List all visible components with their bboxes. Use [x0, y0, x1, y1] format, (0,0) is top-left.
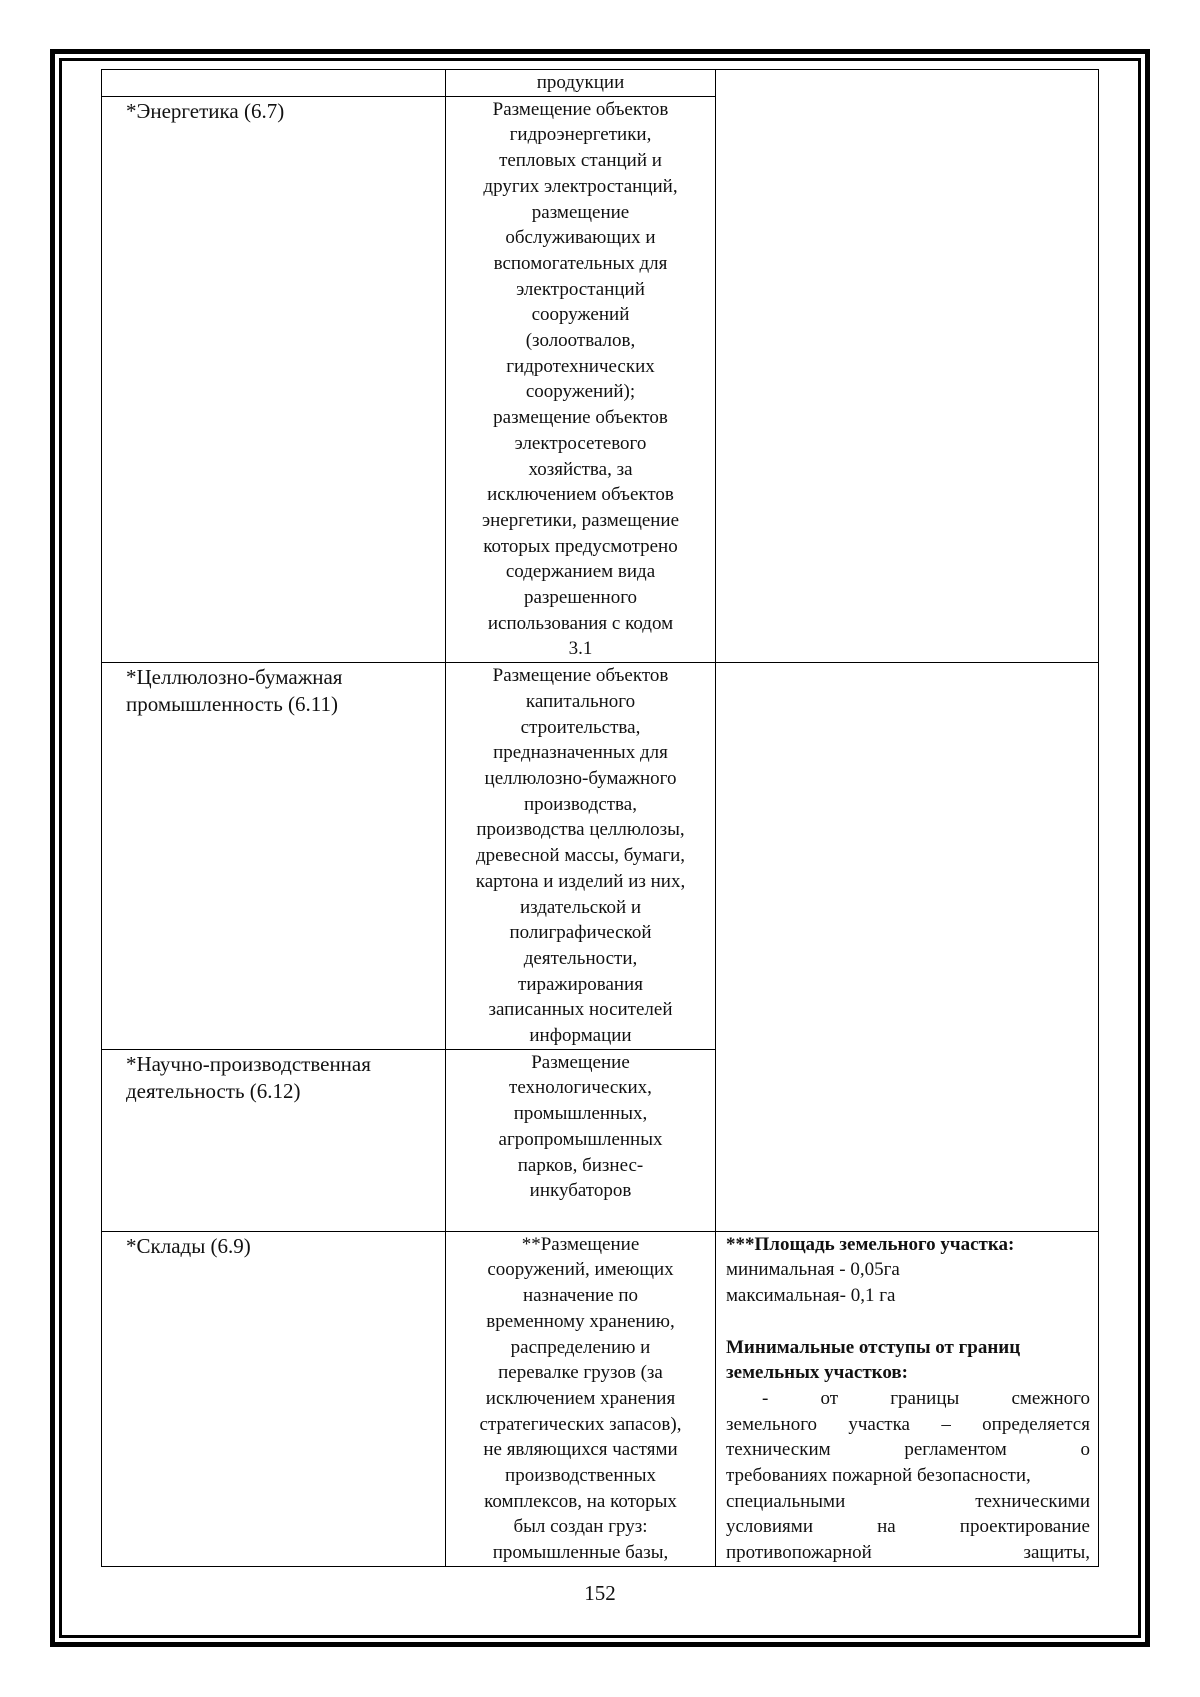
- name-cell-empty: [102, 70, 446, 97]
- setback-line: [726, 1412, 1090, 1438]
- setback-line: требованиях пожарной безопасности,: [726, 1465, 1031, 1487]
- description-cell: [446, 1231, 716, 1566]
- description-text: Размещение объектов капитального строительства, предназначенных для целлюлозно-бумажного производства, производства целлюлозы, древесной массы, бумаги, картона и изделий из них, издательской и полиграфической деятельности, тиражирования записанных носителей информации: [475, 665, 686, 1047]
- table-row: [102, 1231, 1099, 1566]
- word: -: [762, 1387, 769, 1409]
- word: границы: [890, 1387, 960, 1409]
- setback-line: [726, 1514, 1090, 1540]
- use-type-name: *Научно-производственная деятельность (6.12): [126, 1051, 371, 1103]
- parameters-cell-empty: [716, 70, 1099, 663]
- word: техническими: [975, 1490, 1090, 1512]
- word: на: [877, 1516, 896, 1538]
- word: техническим: [726, 1439, 831, 1461]
- word: проектирование: [959, 1516, 1090, 1538]
- use-type-name: *Целлюлозно-бумажная промышленность (6.11): [126, 665, 343, 717]
- page-number: 152: [584, 1581, 616, 1605]
- description-cell: [446, 96, 716, 662]
- setback-line: [726, 1386, 1090, 1412]
- parameters-cell-empty: [716, 663, 1099, 1232]
- word: –: [941, 1413, 951, 1435]
- area-max: максимальная- 0,1 га: [726, 1285, 896, 1307]
- setback-line: [726, 1489, 1090, 1515]
- setback-line: [726, 1437, 1090, 1463]
- use-type-name: *Энергетика (6.7): [126, 98, 285, 123]
- word: участка: [848, 1413, 910, 1435]
- description-text: продукции: [536, 72, 625, 93]
- word: защиты,: [1023, 1542, 1090, 1564]
- word: условиями: [726, 1516, 813, 1538]
- word: специальными: [726, 1490, 846, 1512]
- description-text: Размещение объектов гидроэнергетики, тепловых станций и других электростанций, размещение обслуживающих и вспомогательных для электростанций сооружений (золоотвалов, гидротехнических сооружений); размещение объектов электросетевого хозяйства, за исключением объектов энергетики, размещение которых предусмотрено содержанием вида разрешенного использования с кодом 3.1: [481, 98, 680, 660]
- name-cell: [102, 96, 446, 662]
- area-min: минимальная - 0,05га: [726, 1259, 900, 1281]
- name-cell: [102, 1049, 446, 1231]
- table-row: [102, 663, 1099, 1050]
- name-cell: [102, 663, 446, 1050]
- table-row: [102, 70, 1099, 97]
- name-cell: [102, 1231, 446, 1566]
- use-type-name: *Склады (6.9): [126, 1233, 251, 1258]
- setbacks-heading: Минимальные отступы от границ: [726, 1336, 1021, 1358]
- description-cell: [446, 663, 716, 1050]
- area-heading: ***Площадь земельного участка:: [726, 1233, 1015, 1255]
- spacer: [726, 1309, 1090, 1335]
- word: регламентом: [904, 1439, 1007, 1461]
- word: от: [820, 1387, 839, 1409]
- setback-line: [726, 1540, 1090, 1566]
- word: смежного: [1011, 1387, 1090, 1409]
- description-text: **Размещение сооружений, имеющих назначение по временному хранению, распределению и перевалке грузов (за исключением хранения стратегических запасов), не являющихся частями производственных комплексов, на которых был создан груз: промышленные базы,: [479, 1233, 682, 1564]
- word: о: [1080, 1439, 1090, 1461]
- word: земельного: [726, 1413, 818, 1435]
- setbacks-heading-cont: земельных участков:: [726, 1362, 908, 1384]
- description-text: Размещение технологических, промышленных, агропромышленных парков, бизнес- инкубаторов: [498, 1051, 663, 1202]
- word: определяется: [982, 1413, 1090, 1435]
- word: противопожарной: [726, 1542, 872, 1564]
- land-use-table: [101, 69, 1099, 1567]
- parameters-cell: [716, 1231, 1099, 1566]
- description-cell: [446, 1049, 716, 1231]
- description-cell: [446, 70, 716, 97]
